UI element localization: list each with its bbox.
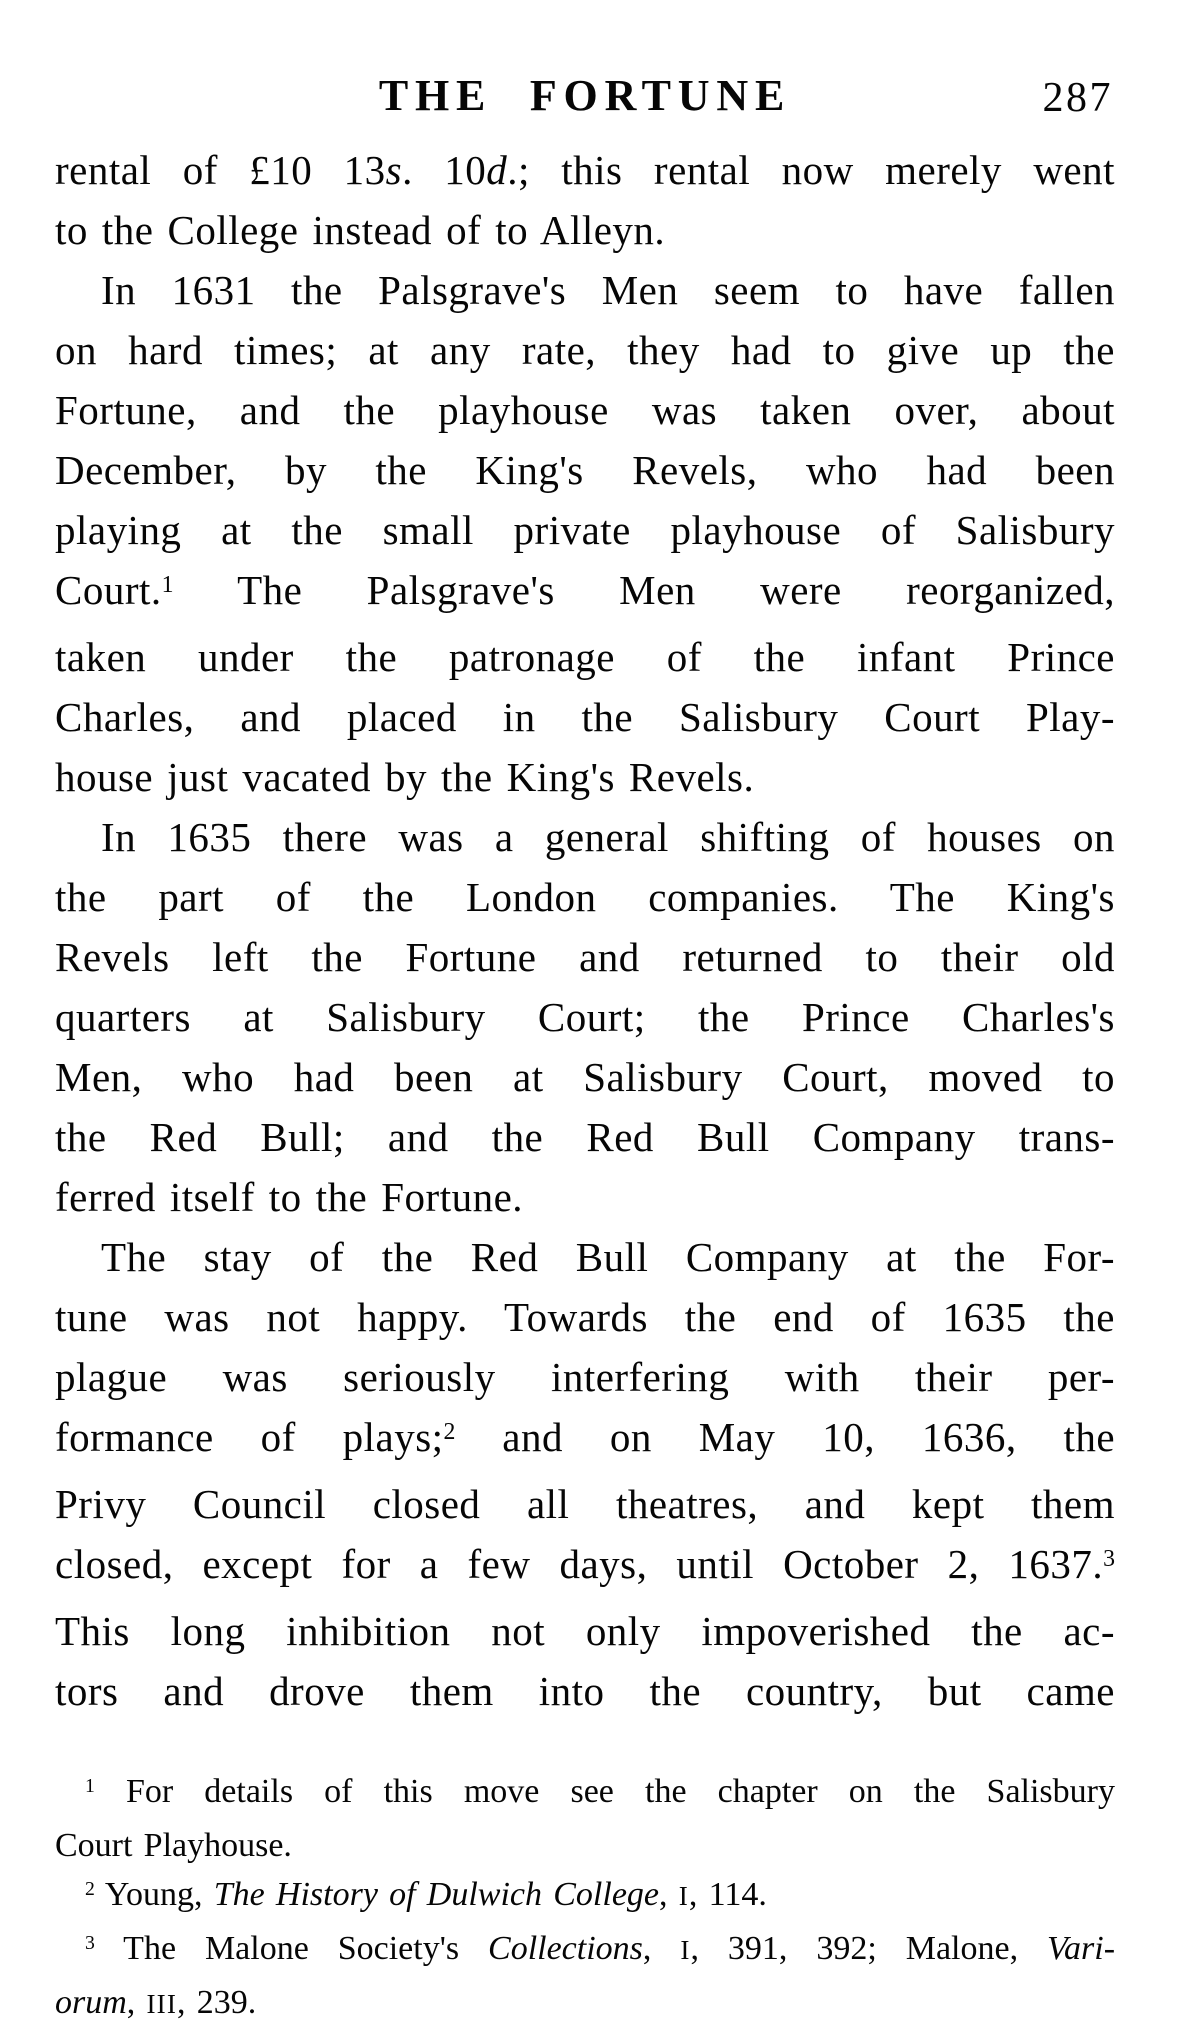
text-line bbox=[55, 1534, 1115, 1601]
text-segment: , bbox=[126, 1984, 147, 2021]
text-line bbox=[55, 1821, 1115, 1870]
text-line bbox=[55, 747, 1115, 807]
text-segment: d bbox=[486, 147, 508, 193]
page-number: 287 bbox=[1042, 75, 1113, 121]
paragraph bbox=[55, 1227, 1115, 1721]
text-line bbox=[55, 627, 1115, 687]
footnotes bbox=[55, 1767, 1115, 2029]
text-segment: and on May 10, 1636, the bbox=[455, 1414, 1116, 1460]
text-segment: The Malone Society's bbox=[94, 1930, 489, 1967]
text-segment: , bbox=[659, 1876, 679, 1913]
running-title: THE FORTUNE bbox=[378, 71, 792, 120]
text-segment: the Red Bull; and the Red Bull Company trans- bbox=[55, 1114, 1115, 1160]
text-segment: I bbox=[680, 1935, 691, 1965]
paragraph bbox=[55, 140, 1115, 260]
text-segment: to the College instead of to Alleyn. bbox=[55, 207, 666, 253]
body-text bbox=[55, 140, 1115, 1721]
text-segment: formance of plays; bbox=[55, 1414, 444, 1460]
text-line bbox=[55, 1047, 1115, 1107]
text-segment: In 1635 there was a general shifting of houses on bbox=[101, 814, 1115, 860]
text-line bbox=[55, 260, 1115, 320]
text-segment: , bbox=[642, 1930, 681, 1967]
text-segment: III bbox=[146, 1989, 177, 2019]
footnote-marker: 2 bbox=[443, 1418, 456, 1445]
text-line bbox=[55, 927, 1115, 987]
footnote bbox=[55, 1924, 1115, 2029]
text-line bbox=[55, 440, 1115, 500]
text-segment: I bbox=[678, 1881, 689, 1911]
text-segment: s bbox=[385, 147, 403, 193]
text-segment: taken under the patronage of the infant Prince bbox=[55, 634, 1115, 680]
text-segment: on hard times; at any rate, they had to give up the bbox=[55, 327, 1115, 373]
text-segment: tune was not happy. Towards the end of 1635 the bbox=[55, 1294, 1115, 1340]
footnote bbox=[55, 1767, 1115, 1870]
text-segment: plague was seriously interfering with their per- bbox=[55, 1354, 1115, 1400]
text-segment: December, by the King's Revels, who had been bbox=[55, 447, 1115, 493]
text-segment: Fortune, and the playhouse was taken over, about bbox=[55, 387, 1115, 433]
text-segment: orum bbox=[55, 1984, 127, 2021]
text-segment: rental of £10 13 bbox=[55, 147, 386, 193]
text-segment: . 10 bbox=[402, 147, 487, 193]
text-line bbox=[55, 1474, 1115, 1534]
text-segment: the part of the London companies. The King's bbox=[55, 874, 1115, 920]
footnote-marker: 3 bbox=[85, 1931, 95, 1954]
text-line bbox=[55, 1107, 1115, 1167]
text-line bbox=[55, 1167, 1115, 1227]
page-header bbox=[55, 68, 1115, 124]
text-line bbox=[55, 1661, 1115, 1721]
text-line bbox=[55, 1227, 1115, 1287]
text-segment: ferred itself to the Fortune. bbox=[55, 1174, 523, 1220]
text-line bbox=[55, 1601, 1115, 1661]
text-line bbox=[55, 1924, 1115, 1978]
text-line bbox=[55, 687, 1115, 747]
text-segment: Charles, and placed in the Salisbury Court Play- bbox=[55, 694, 1115, 740]
text-line bbox=[55, 320, 1115, 380]
text-segment: quarters at Salisbury Court; the Prince Charles's bbox=[55, 994, 1115, 1040]
text-line bbox=[55, 1767, 1115, 1821]
text-segment: Men, who had been at Salisbury Court, moved to bbox=[55, 1054, 1115, 1100]
text-segment: This long inhibition not only impoverished the ac- bbox=[55, 1608, 1115, 1654]
text-segment: The stay of the Red Bull Company at the For- bbox=[101, 1234, 1115, 1280]
text-segment: playing at the small private playhouse of Salisbury bbox=[55, 507, 1115, 553]
text-segment: house just vacated by the King's Revels. bbox=[55, 754, 755, 800]
footnote bbox=[55, 1870, 1115, 1924]
text-line bbox=[55, 1347, 1115, 1407]
text-segment: Vari- bbox=[1047, 1930, 1116, 1967]
text-segment: , 239. bbox=[176, 1984, 257, 2021]
text-segment: Court. bbox=[55, 567, 162, 613]
text-line bbox=[55, 807, 1115, 867]
footnote-marker: 1 bbox=[85, 1774, 95, 1797]
text-line bbox=[55, 1407, 1115, 1474]
text-segment: Court Playhouse. bbox=[55, 1827, 292, 1864]
text-segment: Young, bbox=[94, 1876, 214, 1913]
text-line bbox=[55, 500, 1115, 560]
text-segment: , 391, 392; Malone, bbox=[690, 1930, 1048, 1967]
text-segment: , 114. bbox=[688, 1876, 767, 1913]
text-line bbox=[55, 867, 1115, 927]
footnote-marker: 1 bbox=[161, 571, 174, 598]
text-line bbox=[55, 1870, 1115, 1924]
footnote-marker: 2 bbox=[85, 1877, 95, 1900]
text-line bbox=[55, 1287, 1115, 1347]
text-segment: .; this rental now merely went bbox=[507, 147, 1115, 193]
text-segment: Privy Council closed all theatres, and kept them bbox=[55, 1481, 1115, 1527]
text-segment: Collections bbox=[488, 1930, 643, 1967]
text-segment: The History of Dulwich College bbox=[213, 1876, 659, 1913]
text-line bbox=[55, 200, 1115, 260]
text-line bbox=[55, 380, 1115, 440]
text-segment: tors and drove them into the country, but came bbox=[55, 1668, 1115, 1714]
text-line bbox=[55, 140, 1115, 200]
text-segment: closed, except for a few days, until October 2, 1637. bbox=[55, 1541, 1104, 1587]
text-line bbox=[55, 987, 1115, 1047]
text-line bbox=[55, 1978, 1115, 2029]
text-line bbox=[55, 560, 1115, 627]
text-segment: Revels left the Fortune and returned to their old bbox=[55, 934, 1115, 980]
paragraph bbox=[55, 260, 1115, 807]
paragraph bbox=[55, 807, 1115, 1227]
footnote-marker: 3 bbox=[1103, 1545, 1115, 1572]
text-segment: The Palsgrave's Men were reorganized, bbox=[173, 567, 1115, 613]
text-segment: In 1631 the Palsgrave's Men seem to have fallen bbox=[101, 267, 1115, 313]
text-segment: For details of this move see the chapter on the Salisbury bbox=[94, 1773, 1115, 1810]
